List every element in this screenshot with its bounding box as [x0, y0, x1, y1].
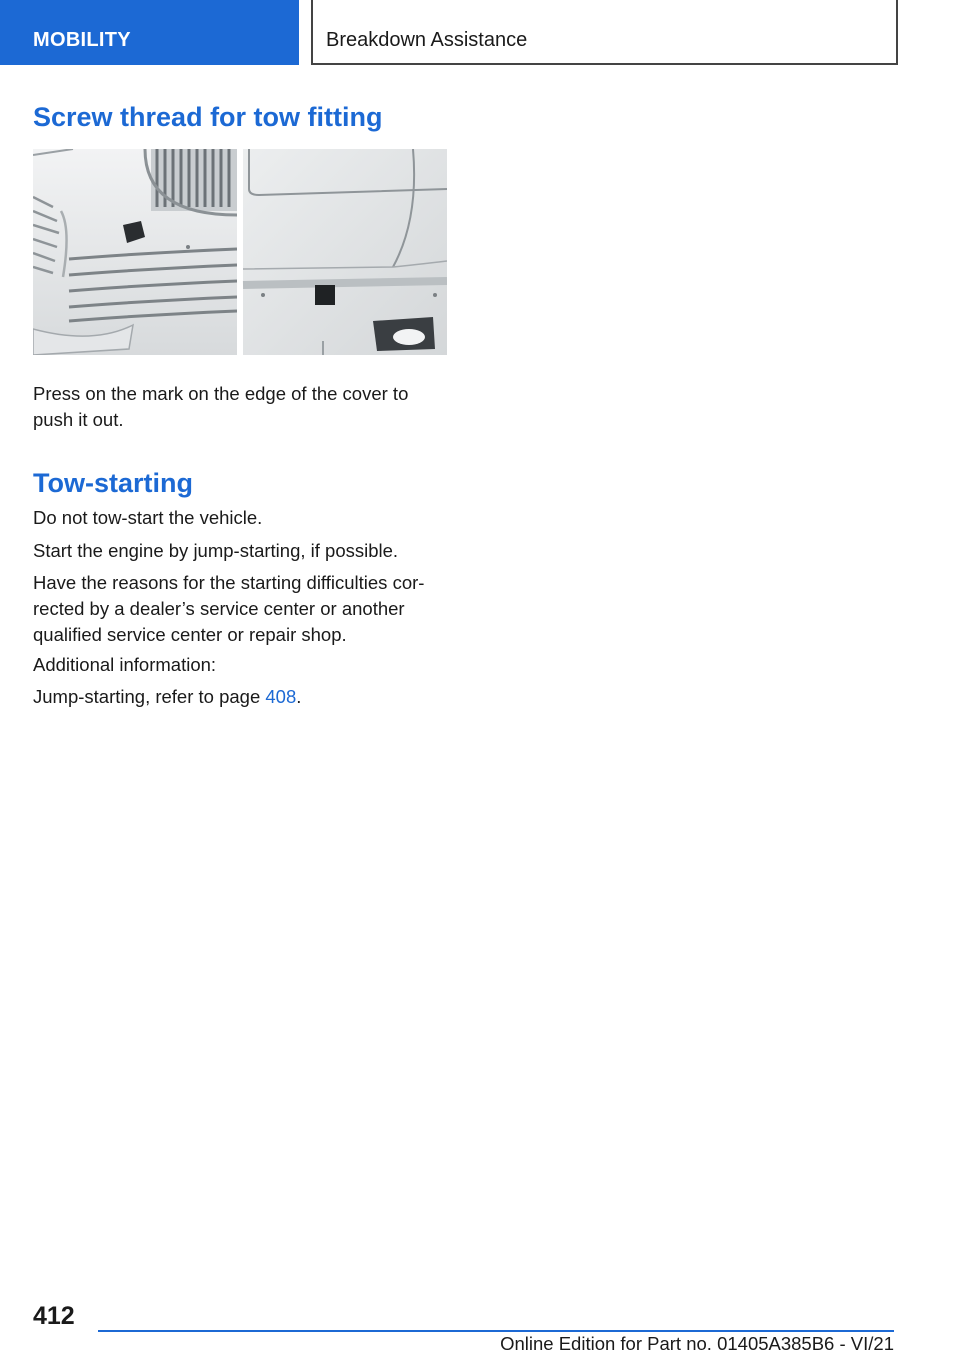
paragraph-cover-instruction: Press on the mark on the edge of the cover to push it out. — [33, 383, 409, 430]
tow-fitting-illustration — [33, 149, 447, 355]
reference-suffix: . — [296, 686, 302, 707]
footer-edition-note: Online Edition for Part no. 01405A385B6 - VI/21 — [500, 1333, 894, 1354]
section-heading-tow-starting: Tow-starting — [33, 468, 193, 498]
reference-text: Jump-starting, refer to page — [33, 686, 266, 707]
tow-fitting-image — [33, 149, 447, 355]
exhaust-tip — [373, 317, 435, 351]
page-number: 412 — [33, 1302, 75, 1330]
paragraph-no-tow-start: Do not tow-start the vehicle. — [33, 507, 263, 528]
section-tab — [0, 0, 299, 65]
paragraph-service-center: Have the reasons for the starting difficulties cor-rected by a dealer’s service center or another qualified service center or repair shop. — [33, 572, 425, 645]
section-label: MOBILITY — [33, 29, 131, 51]
tow-fitting-cover-rear — [315, 285, 335, 305]
paragraph-additional-info: Additional information: — [33, 654, 217, 675]
section-heading-screw-thread: Screw thread for tow fitting — [33, 102, 383, 132]
kidney-grille — [145, 149, 237, 215]
chapter-tab — [311, 0, 898, 65]
footer-divider — [98, 1330, 894, 1332]
paragraph-jump-start: Start the engine by jump-starting, if possible. — [33, 540, 399, 561]
page-reference-link[interactable]: 408 — [265, 686, 297, 707]
paragraph-jump-start-reference — [33, 684, 453, 710]
chapter-label: Breakdown Assistance — [326, 29, 528, 51]
